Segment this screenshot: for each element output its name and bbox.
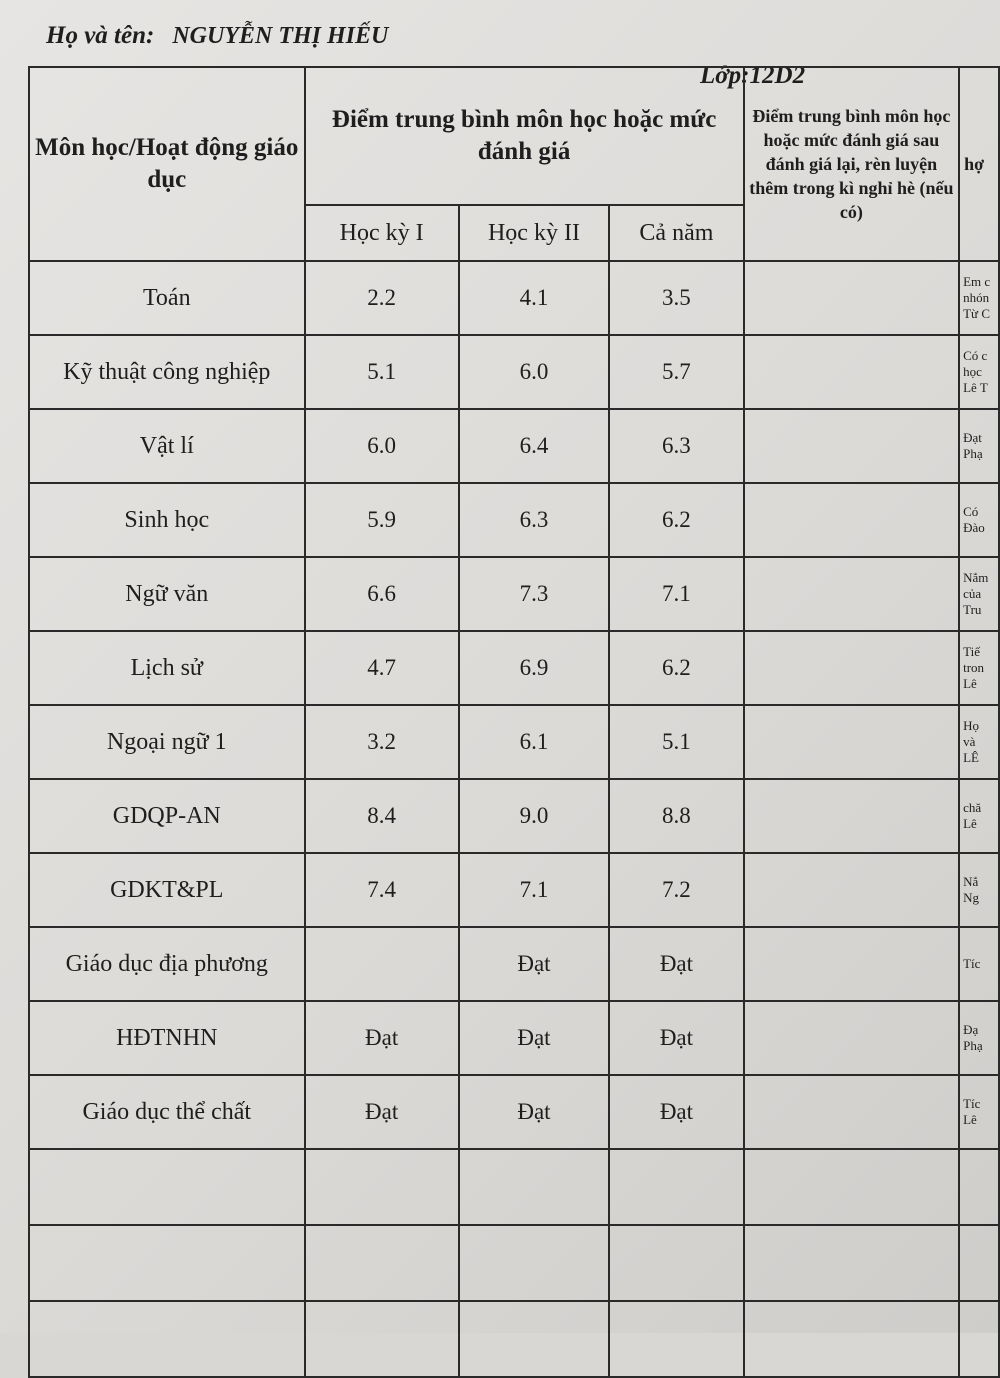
table-row (29, 705, 999, 779)
empty-row (29, 1225, 999, 1301)
year-score-cell: 5.7 (609, 335, 744, 409)
empty-cell (959, 1301, 999, 1377)
retest-score-cell (744, 779, 959, 853)
table-row (29, 483, 999, 557)
grade-rows (29, 261, 999, 1377)
empty-cell (305, 1149, 459, 1225)
year-score-cell: 7.2 (609, 853, 744, 927)
student-name-line (46, 22, 388, 50)
term1-score-cell: 8.4 (305, 779, 459, 853)
grades-table (28, 66, 1000, 1378)
remark-cell: Em c nhón Từ C (959, 261, 999, 335)
table-row (29, 335, 999, 409)
retest-score-cell (744, 261, 959, 335)
subject-cell: Giáo dục thể chất (29, 1075, 305, 1149)
remark-cell: Tíc (959, 927, 999, 1001)
term1-score-cell (305, 927, 459, 1001)
retest-score-cell (744, 927, 959, 1001)
term2-score-cell: 6.0 (459, 335, 609, 409)
empty-cell (959, 1225, 999, 1301)
year-score-cell: 8.8 (609, 779, 744, 853)
remark-cell: Nắm của Tru (959, 557, 999, 631)
remark-cell: Có c học Lê T (959, 335, 999, 409)
year-score-cell: Đạt (609, 927, 744, 1001)
term1-score-cell: 5.9 (305, 483, 459, 557)
remark-cell: chă Lê (959, 779, 999, 853)
term1-score-cell: Đạt (305, 1001, 459, 1075)
term1-score-cell: 7.4 (305, 853, 459, 927)
term1-score-cell: 6.0 (305, 409, 459, 483)
header-term2: Học kỳ II (459, 205, 609, 261)
subject-cell: Giáo dục địa phương (29, 927, 305, 1001)
table-row (29, 409, 999, 483)
table-row (29, 1001, 999, 1075)
retest-score-cell (744, 1001, 959, 1075)
table-row (29, 631, 999, 705)
subject-cell: Lịch sử (29, 631, 305, 705)
term1-score-cell: 4.7 (305, 631, 459, 705)
header-retest: Điểm trung bình môn học hoặc mức đánh giá sau đánh giá lại, rèn luyện thêm trong kì nghỉ hè (nếu có) (744, 67, 959, 261)
empty-cell (609, 1301, 744, 1377)
retest-score-cell (744, 631, 959, 705)
header-remark: hợ (959, 67, 999, 261)
header-year: Cả năm (609, 205, 744, 261)
header-average: Điểm trung bình môn học hoặc mức đánh giá (305, 67, 744, 205)
year-score-cell: 6.2 (609, 631, 744, 705)
empty-cell (459, 1149, 609, 1225)
term1-score-cell: Đạt (305, 1075, 459, 1149)
subject-cell: Toán (29, 261, 305, 335)
term1-score-cell: 3.2 (305, 705, 459, 779)
retest-score-cell (744, 335, 959, 409)
empty-cell (609, 1149, 744, 1225)
empty-row (29, 1149, 999, 1225)
remark-cell: Đạt Phạ (959, 409, 999, 483)
header-subject: Môn học/Hoạt động giáo dục (29, 67, 305, 261)
subject-cell: GDQP-AN (29, 779, 305, 853)
subject-cell: Ngoại ngữ 1 (29, 705, 305, 779)
empty-row (29, 1301, 999, 1377)
subject-cell: Sinh học (29, 483, 305, 557)
table-row (29, 779, 999, 853)
empty-cell (459, 1225, 609, 1301)
table-row (29, 557, 999, 631)
year-score-cell: 6.3 (609, 409, 744, 483)
remark-cell: Đạ Phạ (959, 1001, 999, 1075)
year-score-cell: 6.2 (609, 483, 744, 557)
table-row (29, 261, 999, 335)
term2-score-cell: 6.4 (459, 409, 609, 483)
term2-score-cell: 9.0 (459, 779, 609, 853)
year-score-cell: Đạt (609, 1001, 744, 1075)
subject-cell: HĐTNHN (29, 1001, 305, 1075)
retest-score-cell (744, 483, 959, 557)
year-score-cell: Đạt (609, 1075, 744, 1149)
retest-score-cell (744, 409, 959, 483)
subject-cell: Ngữ văn (29, 557, 305, 631)
term2-score-cell: Đạt (459, 1001, 609, 1075)
remark-cell: Tíc Lê (959, 1075, 999, 1149)
subject-cell: GDKT&PL (29, 853, 305, 927)
year-score-cell: 5.1 (609, 705, 744, 779)
year-score-cell: 7.1 (609, 557, 744, 631)
year-score-cell: 3.5 (609, 261, 744, 335)
empty-cell (744, 1149, 959, 1225)
retest-score-cell (744, 557, 959, 631)
class-label: Lớp:12D2 (700, 62, 806, 89)
empty-cell (744, 1225, 959, 1301)
student-name: NGUYỄN THỊ HIẾU (172, 23, 389, 49)
remark-cell: Tiế tron Lê (959, 631, 999, 705)
empty-cell (29, 1301, 305, 1377)
remark-cell: Họ và LÊ (959, 705, 999, 779)
remark-cell: Có Đào (959, 483, 999, 557)
remark-cell: Nắ Ng (959, 853, 999, 927)
subject-cell: Kỹ thuật công nghiệp (29, 335, 305, 409)
term2-score-cell: 7.3 (459, 557, 609, 631)
empty-cell (305, 1225, 459, 1301)
term1-score-cell: 2.2 (305, 261, 459, 335)
empty-cell (29, 1225, 305, 1301)
empty-cell (609, 1225, 744, 1301)
retest-score-cell (744, 705, 959, 779)
empty-cell (305, 1301, 459, 1377)
term2-score-cell: Đạt (459, 1075, 609, 1149)
subject-cell: Vật lí (29, 409, 305, 483)
name-label: Họ và tên: (46, 22, 155, 49)
term1-score-cell: 5.1 (305, 335, 459, 409)
empty-cell (459, 1301, 609, 1377)
table-row (29, 1075, 999, 1149)
retest-score-cell (744, 853, 959, 927)
term2-score-cell: 6.3 (459, 483, 609, 557)
term2-score-cell: 4.1 (459, 261, 609, 335)
term2-score-cell: Đạt (459, 927, 609, 1001)
empty-cell (744, 1301, 959, 1377)
table-row (29, 853, 999, 927)
header-term1: Học kỳ I (305, 205, 459, 261)
term1-score-cell: 6.6 (305, 557, 459, 631)
term2-score-cell: 7.1 (459, 853, 609, 927)
retest-score-cell (744, 1075, 959, 1149)
term2-score-cell: 6.1 (459, 705, 609, 779)
empty-cell (959, 1149, 999, 1225)
empty-cell (29, 1149, 305, 1225)
term2-score-cell: 6.9 (459, 631, 609, 705)
table-row (29, 927, 999, 1001)
